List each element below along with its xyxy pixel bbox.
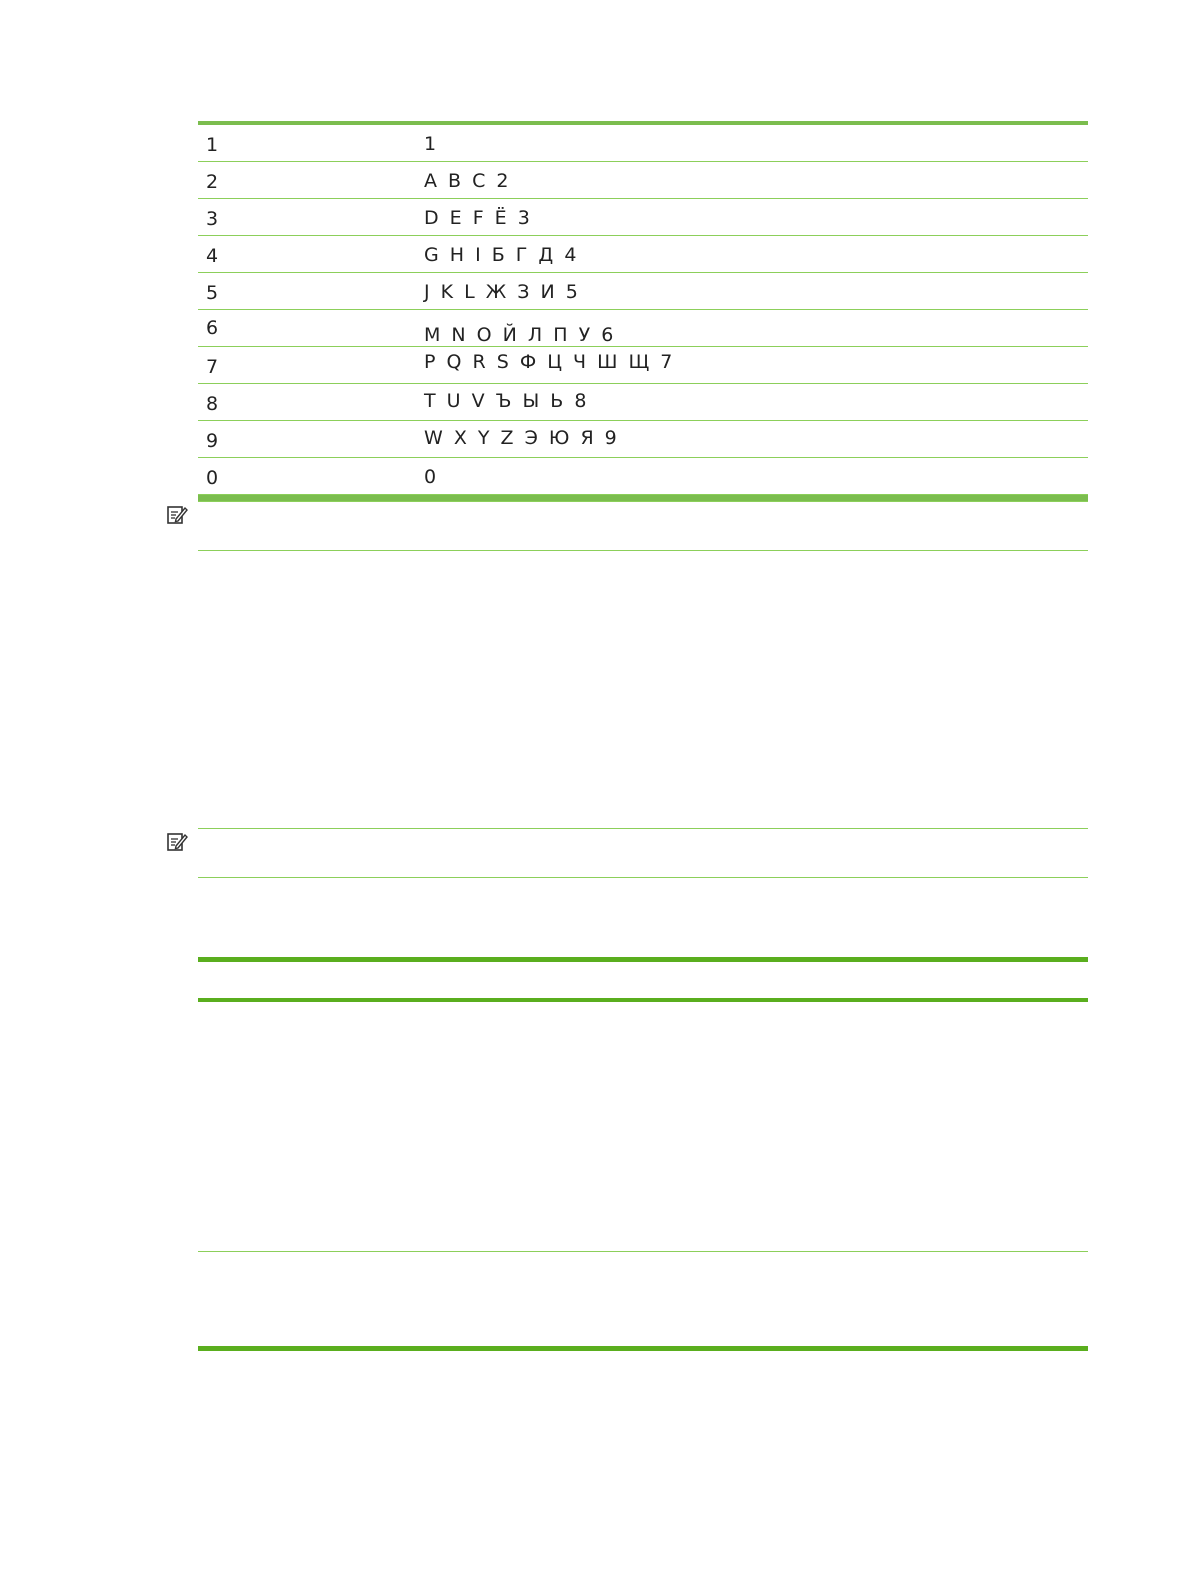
key-cell: 0 xyxy=(206,467,220,489)
characters-cell: D E F Ё 3 xyxy=(424,207,531,229)
table-row xyxy=(198,458,1088,495)
characters-cell: G H I Б Г Д 4 xyxy=(424,244,578,266)
row-divider xyxy=(198,1251,1088,1252)
table-row xyxy=(198,236,1088,273)
characters-cell: T U V Ъ Ы Ь 8 xyxy=(424,390,588,412)
note-icon xyxy=(166,831,188,853)
note-box xyxy=(198,501,1088,551)
key-cell: 4 xyxy=(206,245,220,267)
key-cell: 8 xyxy=(206,393,220,415)
characters-cell: J K L Ж З И 5 xyxy=(424,281,579,303)
key-cell: 6 xyxy=(206,317,220,339)
table-row xyxy=(198,310,1088,347)
table-row xyxy=(198,162,1088,199)
table-row xyxy=(198,421,1088,458)
characters-cell: 1 xyxy=(424,133,438,155)
key-cell: 3 xyxy=(206,208,220,230)
table-row xyxy=(198,273,1088,310)
table-row xyxy=(198,347,1088,384)
key-cell: 2 xyxy=(206,171,220,193)
table-top-rule xyxy=(198,957,1088,962)
table-row xyxy=(198,199,1088,236)
key-cell: 9 xyxy=(206,430,220,452)
table-bottom-rule xyxy=(198,1346,1088,1351)
note-icon xyxy=(166,504,188,526)
table-row xyxy=(198,384,1088,421)
characters-cell: 0 xyxy=(424,466,438,488)
characters-cell: A B C 2 xyxy=(424,170,510,192)
table-header-rule xyxy=(198,998,1088,1002)
note-box xyxy=(198,828,1088,878)
keypad-character-table xyxy=(198,121,1088,501)
characters-cell: W X Y Z Э Ю Я 9 xyxy=(424,427,618,449)
key-cell: 1 xyxy=(206,134,220,156)
key-cell: 7 xyxy=(206,356,220,378)
characters-cell: M N O Й Л П У 6 xyxy=(424,324,615,346)
table-row xyxy=(198,125,1088,162)
key-cell: 5 xyxy=(206,282,220,304)
characters-cell: P Q R S Ф Ц Ч Ш Щ 7 xyxy=(424,351,674,373)
